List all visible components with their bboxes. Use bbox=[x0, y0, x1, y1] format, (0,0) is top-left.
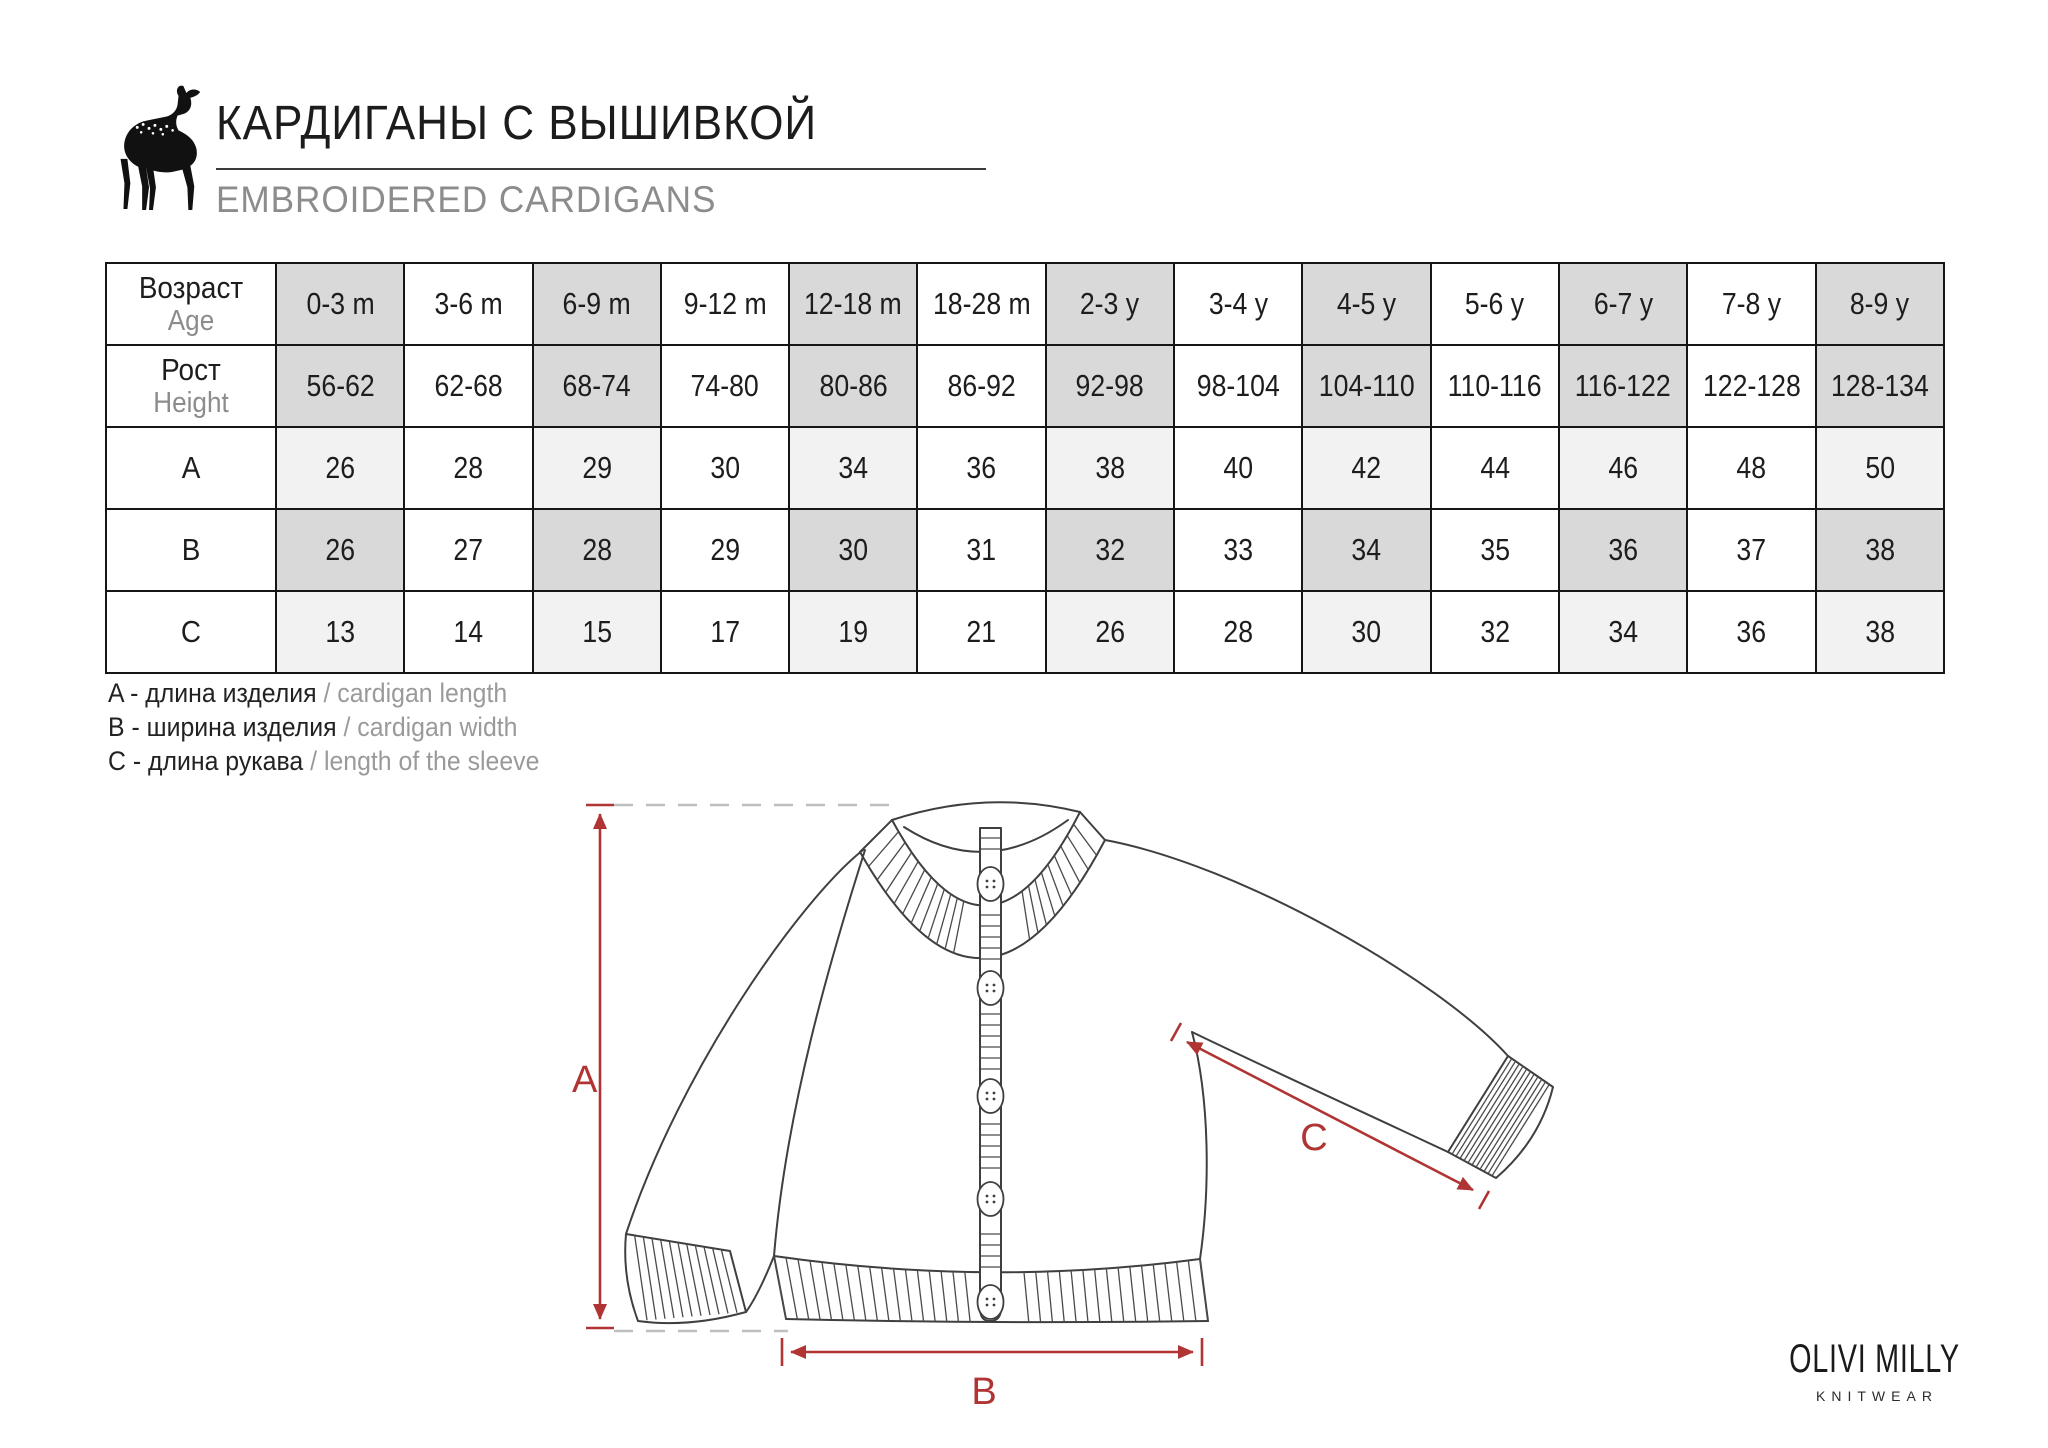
size-cell: 30 bbox=[661, 427, 789, 509]
header bbox=[216, 96, 986, 221]
page-title: КАРДИГАНЫ С ВЫШИВКОЙ bbox=[216, 97, 818, 150]
size-cell: 34 bbox=[789, 427, 917, 509]
size-cell: 26 bbox=[276, 427, 404, 509]
cardigan-outline bbox=[625, 802, 1553, 1323]
size-cell: 86-92 bbox=[917, 345, 1045, 427]
size-cell: 40 bbox=[1174, 427, 1302, 509]
size-cell: 34 bbox=[1302, 509, 1430, 591]
size-cell: 28 bbox=[533, 509, 661, 591]
size-cell: 9-12 m bbox=[661, 263, 789, 345]
legend-item-a bbox=[108, 676, 539, 710]
size-cell: 62-68 bbox=[404, 345, 532, 427]
row-label: C bbox=[106, 591, 276, 673]
legend-item-c bbox=[108, 744, 539, 778]
size-cell: 33 bbox=[1174, 509, 1302, 591]
size-cell: 12-18 m bbox=[789, 263, 917, 345]
table-row bbox=[106, 345, 1944, 427]
size-cell: 48 bbox=[1687, 427, 1815, 509]
measurement-legend bbox=[108, 676, 577, 778]
row-label: Возраст Age bbox=[106, 263, 276, 345]
dimension-b bbox=[782, 1338, 1202, 1413]
size-cell: 36 bbox=[1687, 591, 1815, 673]
size-cell: 6-7 y bbox=[1559, 263, 1687, 345]
size-cell: 44 bbox=[1431, 427, 1559, 509]
size-table-body bbox=[106, 263, 1944, 673]
row-label: Рост Height bbox=[106, 345, 276, 427]
size-cell: 21 bbox=[917, 591, 1045, 673]
size-cell: 38 bbox=[1046, 427, 1174, 509]
size-cell: 104-110 bbox=[1302, 345, 1430, 427]
size-cell: 8-9 y bbox=[1816, 263, 1944, 345]
dimension-a bbox=[572, 805, 614, 1328]
size-cell: 6-9 m bbox=[533, 263, 661, 345]
size-cell: 110-116 bbox=[1431, 345, 1559, 427]
dimension-a-label: A bbox=[572, 1059, 598, 1101]
size-cell: 15 bbox=[533, 591, 661, 673]
dimension-c bbox=[1171, 1023, 1489, 1209]
size-cell: 28 bbox=[404, 427, 532, 509]
dimension-c-label: C bbox=[1300, 1117, 1328, 1159]
deer-logo-icon bbox=[92, 84, 210, 214]
size-cell: 98-104 bbox=[1174, 345, 1302, 427]
legend-a-en: / cardigan length bbox=[323, 678, 508, 708]
size-cell: 17 bbox=[661, 591, 789, 673]
table-row bbox=[106, 263, 1944, 345]
size-cell: 37 bbox=[1687, 509, 1815, 591]
brand-logo bbox=[1756, 1336, 1992, 1404]
row-label: B bbox=[106, 509, 276, 591]
size-cell: 42 bbox=[1302, 427, 1430, 509]
size-cell: 36 bbox=[917, 427, 1045, 509]
size-cell: 2-3 y bbox=[1046, 263, 1174, 345]
size-cell: 36 bbox=[1559, 509, 1687, 591]
title-underline bbox=[216, 168, 986, 170]
size-cell: 27 bbox=[404, 509, 532, 591]
cardigan-diagram bbox=[560, 770, 1590, 1430]
size-cell: 5-6 y bbox=[1431, 263, 1559, 345]
size-cell: 32 bbox=[1431, 591, 1559, 673]
size-cell: 29 bbox=[661, 509, 789, 591]
legend-b-ru: B - ширина изделия bbox=[108, 712, 344, 742]
row-label: A bbox=[106, 427, 276, 509]
size-cell: 30 bbox=[1302, 591, 1430, 673]
size-cell: 32 bbox=[1046, 509, 1174, 591]
size-cell: 14 bbox=[404, 591, 532, 673]
size-cell: 3-6 m bbox=[404, 263, 532, 345]
size-cell: 35 bbox=[1431, 509, 1559, 591]
size-cell: 0-3 m bbox=[276, 263, 404, 345]
size-cell: 116-122 bbox=[1559, 345, 1687, 427]
size-cell: 4-5 y bbox=[1302, 263, 1430, 345]
page-subtitle: EMBROIDERED CARDIGANS bbox=[216, 179, 717, 220]
brand-tagline: KNITWEAR bbox=[1816, 1388, 1938, 1404]
size-cell: 30 bbox=[789, 509, 917, 591]
brand-name: OLIVI MILLY bbox=[1788, 1336, 1960, 1381]
size-cell: 128-134 bbox=[1816, 345, 1944, 427]
size-cell: 92-98 bbox=[1046, 345, 1174, 427]
size-cell: 50 bbox=[1816, 427, 1944, 509]
size-cell: 29 bbox=[533, 427, 661, 509]
size-cell: 56-62 bbox=[276, 345, 404, 427]
size-cell: 80-86 bbox=[789, 345, 917, 427]
size-cell: 26 bbox=[1046, 591, 1174, 673]
table-row bbox=[106, 591, 1944, 673]
legend-b-en: / cardigan width bbox=[343, 712, 518, 742]
size-cell: 34 bbox=[1559, 591, 1687, 673]
size-cell: 38 bbox=[1816, 591, 1944, 673]
table-row bbox=[106, 509, 1944, 591]
legend-c-en: / length of the sleeve bbox=[310, 746, 540, 776]
size-cell: 28 bbox=[1174, 591, 1302, 673]
size-cell: 38 bbox=[1816, 509, 1944, 591]
size-cell: 7-8 y bbox=[1687, 263, 1815, 345]
size-cell: 19 bbox=[789, 591, 917, 673]
size-cell: 31 bbox=[917, 509, 1045, 591]
legend-item-b bbox=[108, 710, 539, 744]
size-table bbox=[105, 262, 1945, 674]
size-cell: 26 bbox=[276, 509, 404, 591]
size-cell: 46 bbox=[1559, 427, 1687, 509]
size-cell: 122-128 bbox=[1687, 345, 1815, 427]
table-row bbox=[106, 427, 1944, 509]
size-cell: 68-74 bbox=[533, 345, 661, 427]
size-cell: 18-28 m bbox=[917, 263, 1045, 345]
dimension-b-label: B bbox=[971, 1371, 997, 1413]
legend-c-ru: C - длина рукава bbox=[108, 746, 311, 776]
size-cell: 3-4 y bbox=[1174, 263, 1302, 345]
size-cell: 74-80 bbox=[661, 345, 789, 427]
size-cell: 13 bbox=[276, 591, 404, 673]
legend-a-ru: A - длина изделия bbox=[108, 678, 324, 708]
